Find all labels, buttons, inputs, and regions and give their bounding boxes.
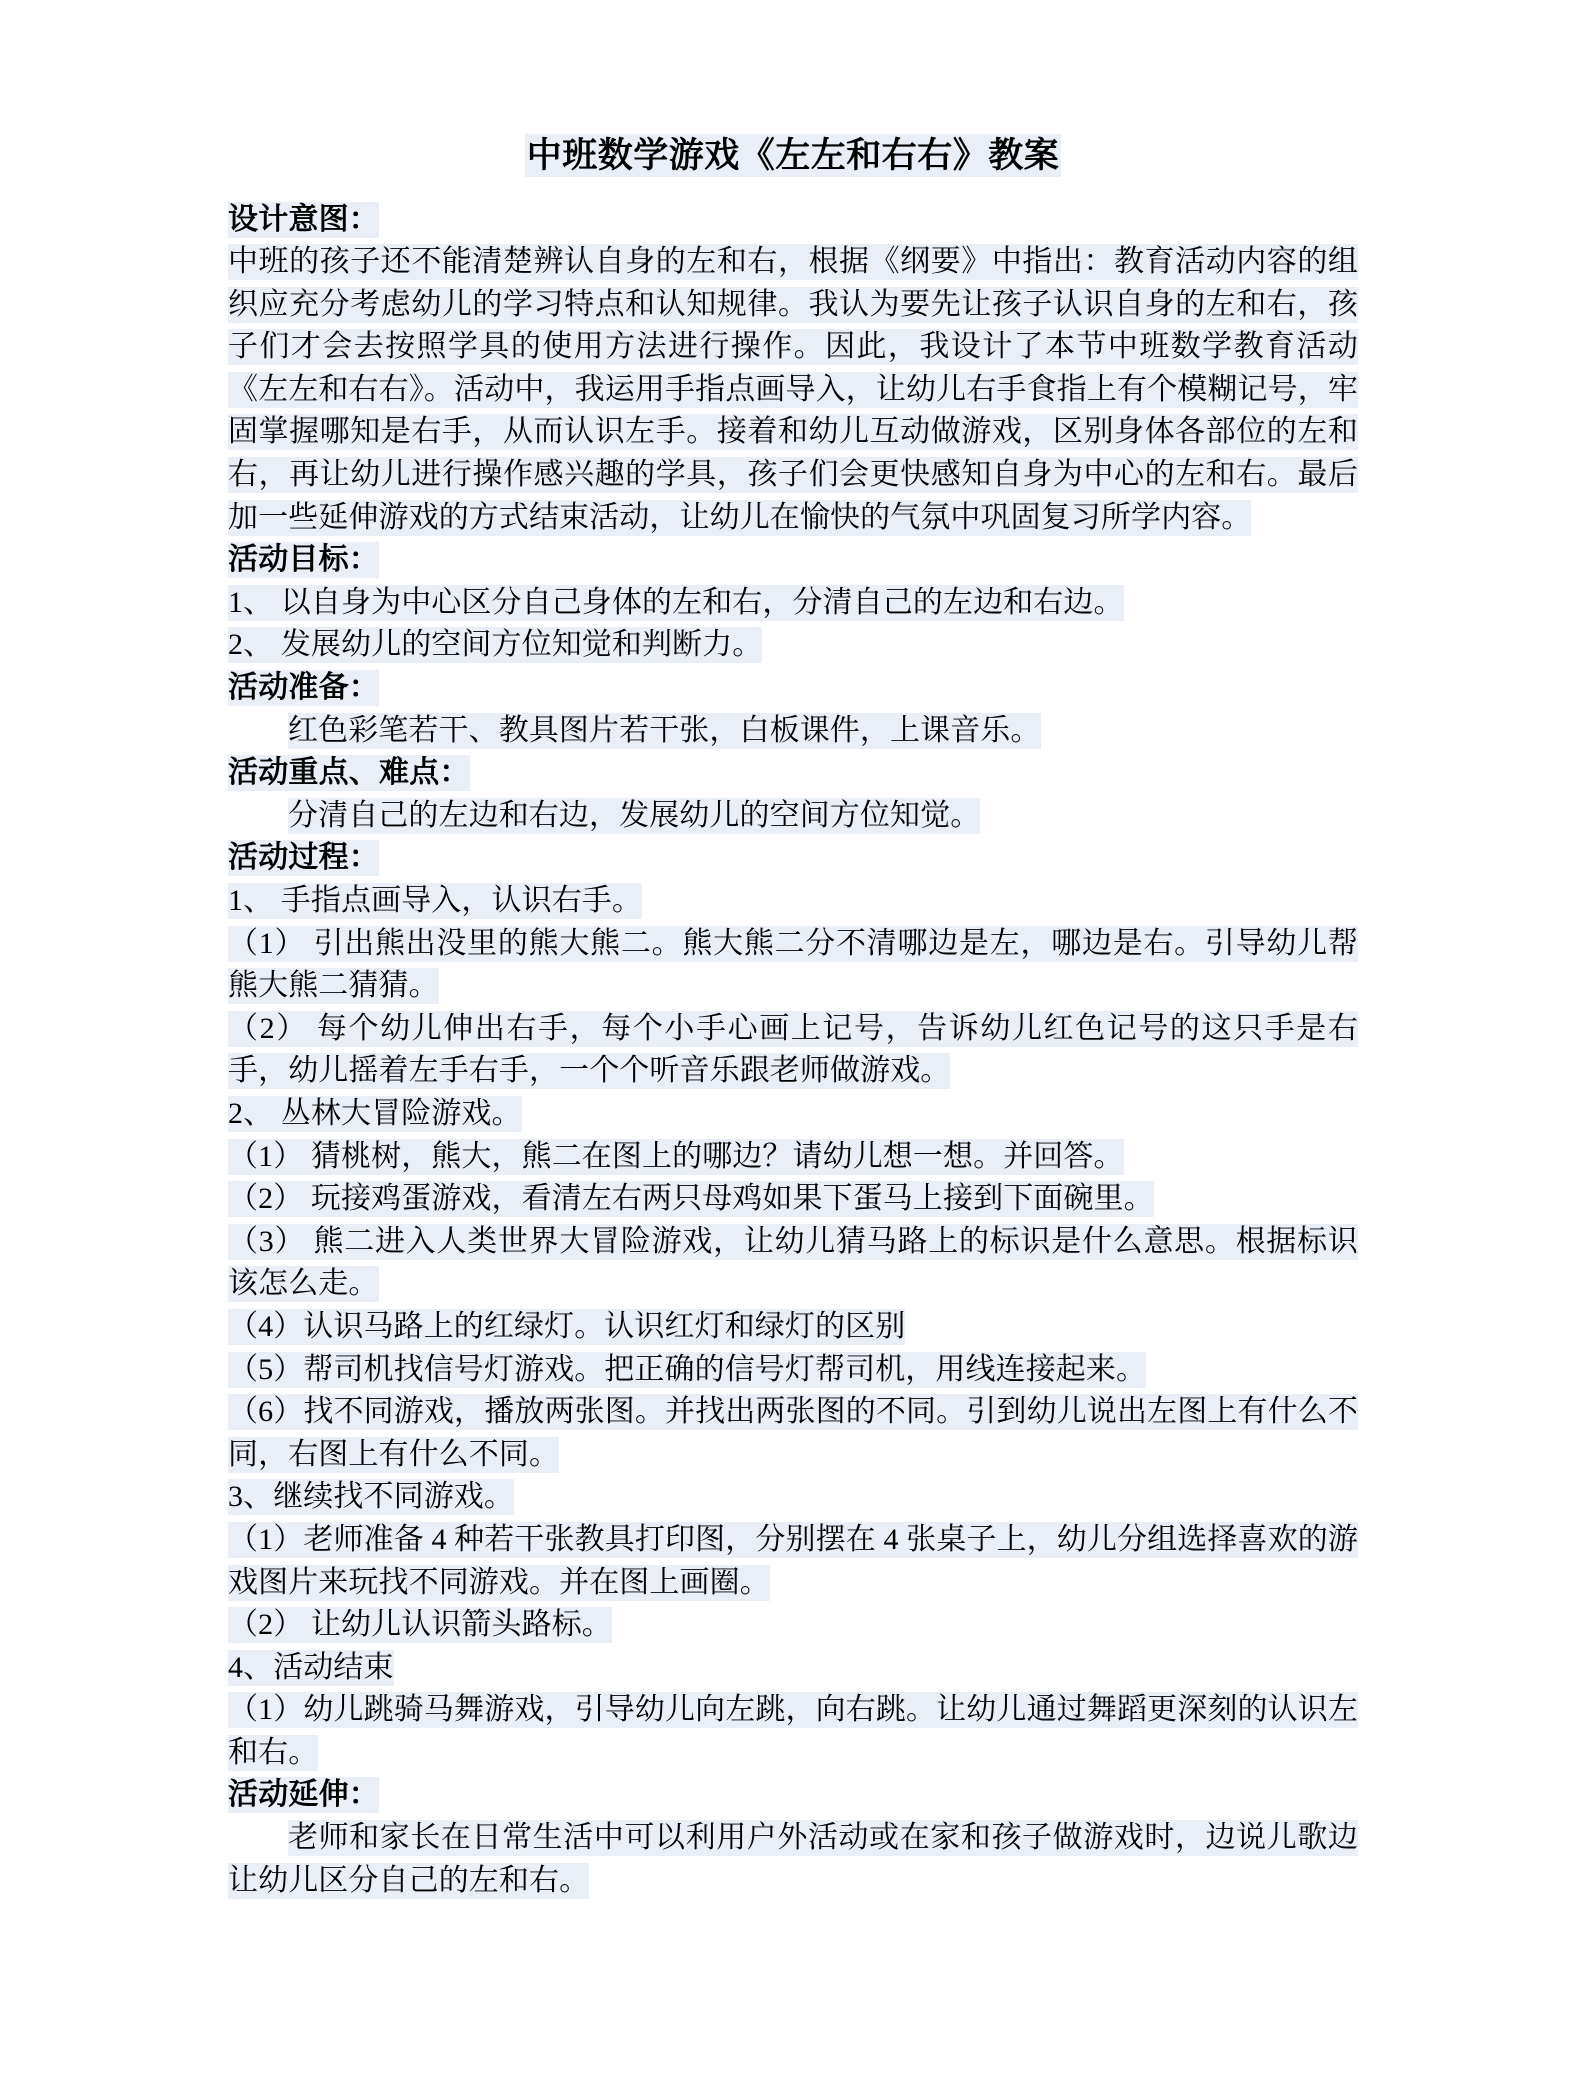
list-item: 3、继续找不同游戏。: [228, 1480, 514, 1514]
section-heading-key-difficulty: 活动重点、难点：: [228, 756, 470, 790]
section-body-activity-preparation: 红色彩笔若干、教具图片若干张，白板课件，上课音乐。: [288, 713, 1041, 747]
section-body-key-difficulty: 分清自己的左边和右边，发展幼儿的空间方位知觉。: [288, 798, 981, 832]
list-item: 1、 以自身为中心区分自己身体的左和右，分清自己的左边和右边。: [228, 585, 1124, 619]
list-item: （4）认识马路上的红绿灯。认识红灯和绿灯的区别: [228, 1309, 906, 1343]
section-heading-activity-goals: 活动目标：: [228, 543, 379, 577]
document-body: [228, 130, 1358, 1902]
section-design-intent: [228, 199, 1358, 540]
page-title: [228, 130, 1358, 183]
list-item: 4、活动结束: [228, 1650, 394, 1684]
list-item: （5）帮司机找信号灯游戏。把正确的信号灯帮司机，用线连接起来。: [228, 1352, 1147, 1386]
list-item: （2） 让幼儿认识箭头路标。: [228, 1608, 612, 1642]
list-item: （1） 引出熊出没里的熊大熊二。熊大熊二分不清哪边是左，哪边是右。引导幼儿帮熊大熊二猜猜。: [228, 926, 1358, 1003]
section-activity-goals: [228, 539, 1358, 667]
section-body-activity-extension: 老师和家长在日常生活中可以利用户外活动或在家和孩子做游戏时，边说儿歌边让幼儿区分自己的左和右。: [228, 1821, 1358, 1897]
list-item: （6）找不同游戏，播放两张图。并找出两张图的不同。引到幼儿说出左图上有什么不同，右图上有什么不同。: [228, 1395, 1358, 1471]
section-heading-design-intent: 设计意图：: [228, 202, 379, 236]
list-item: 2、 丛林大冒险游戏。: [228, 1096, 522, 1130]
list-item: （2） 每个幼儿伸出右手，每个小手心画上记号，告诉幼儿红色记号的这只手是右手，幼儿摇着左手右手，一个个听音乐跟老师做游戏。: [228, 1011, 1358, 1088]
section-activity-preparation: [228, 667, 1358, 752]
section-heading-activity-preparation: 活动准备：: [228, 671, 379, 705]
section-heading-activity-extension: 活动延伸：: [228, 1778, 379, 1812]
list-item: 1、 手指点画导入，认识右手。: [228, 884, 642, 917]
section-body-design-intent: 中班的孩子还不能清楚辨认自身的左和右，根据《纲要》中指出：教育活动内容的组织应充分考虑幼儿的学习特点和认知规律。我认为要先让孩子认识自身的左和右，孩子们才会去按照学具的使用方法进行操作。因此，我设计了本节中班数学教育活动《左左和右右》。活动中，我运用手指点画导入，让幼儿右手食指上有个模糊记号，牢固掌握哪知是右手，从而认识左手。接着和幼儿互动做游戏，区别身体各部位的左和右，再让幼儿进行操作感兴趣的学具，孩子们会更快感知自身为中心的左和右。最后加一些延伸游戏的方式结束活动，让幼儿在愉快的气氛中巩固复习所学内容。: [228, 245, 1358, 534]
page-title-text: 中班数学游戏《左左和右右》教案: [526, 136, 1060, 175]
list-item: （1）幼儿跳骑马舞游戏，引导幼儿向左跳，向右跳。让幼儿通过舞蹈更深刻的认识左和右。: [228, 1693, 1358, 1769]
list-item: （1） 猜桃树，熊大，熊二在图上的哪边？请幼儿想一想。并回答。: [228, 1139, 1124, 1173]
section-heading-activity-process: 活动过程：: [228, 841, 379, 875]
list-item: （3） 熊二进入人类世界大冒险游戏，让幼儿猜马路上的标识是什么意思。根据标识该怎么走。: [228, 1224, 1358, 1301]
section-activity-process: [228, 837, 1358, 1774]
list-item: （1）老师准备 4 种若干张教具打印图，分别摆在 4 张桌子上，幼儿分组选择喜欢的游戏图片来玩找不同游戏。并在图上画圈。: [228, 1522, 1358, 1599]
list-item: （2） 玩接鸡蛋游戏，看清左右两只母鸡如果下蛋马上接到下面碗里。: [228, 1182, 1154, 1216]
section-activity-extension: [228, 1774, 1358, 1902]
list-item: 2、 发展幼儿的空间方位知觉和判断力。: [228, 628, 763, 662]
section-key-difficulty: [228, 752, 1358, 837]
